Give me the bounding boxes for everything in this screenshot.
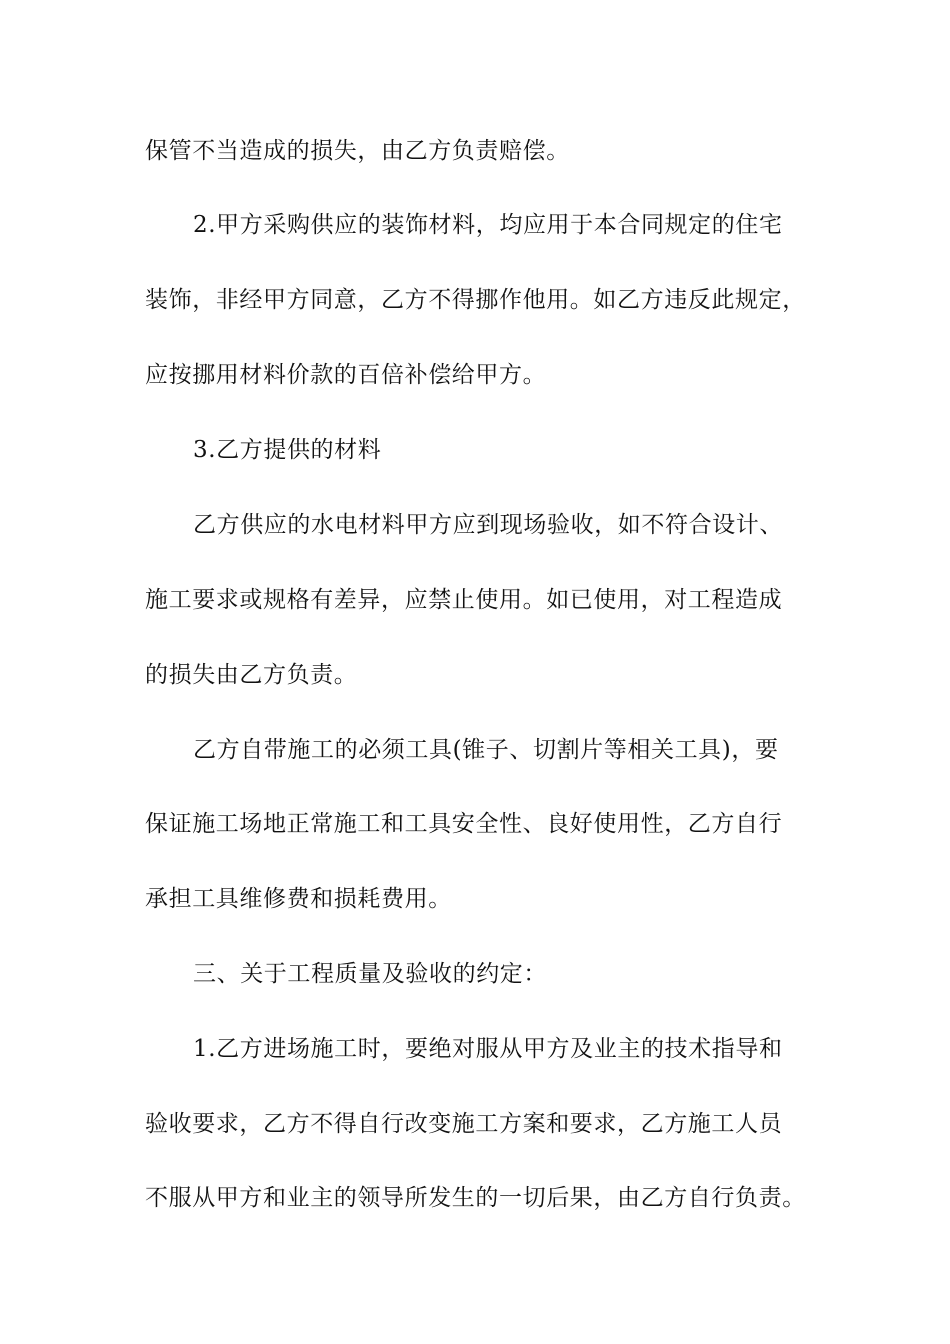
paragraph-line-3: 装饰，非经甲方同意，乙方不得挪作他用。如乙方违反此规定， bbox=[145, 287, 806, 313]
section-heading-quality: 三、关于工程质量及验收的约定： bbox=[193, 961, 547, 987]
paragraph-line-13: 1.乙方进场施工时，要绝对服从甲方及业主的技术指导和 bbox=[193, 1036, 783, 1062]
paragraph-line-15: 不服从甲方和业主的领导所发生的一切后果，由乙方自行负责。 bbox=[145, 1185, 806, 1211]
paragraph-line-11: 承担工具维修费和损耗费用。 bbox=[145, 886, 452, 912]
paragraph-line-7: 施工要求或规格有差异，应禁止使用。如已使用，对工程造成 bbox=[145, 587, 783, 613]
section-heading-materials: 3.乙方提供的材料 bbox=[193, 437, 382, 463]
paragraph-line-4: 应按挪用材料价款的百倍补偿给甲方。 bbox=[145, 362, 547, 388]
paragraph-line-14: 验收要求，乙方不得自行改变施工方案和要求，乙方施工人员 bbox=[145, 1111, 783, 1137]
paragraph-line-9: 乙方自带施工的必须工具(锥子、切割片等相关工具)，要 bbox=[193, 737, 779, 763]
paragraph-line-10: 保证施工场地正常施工和工具安全性、良好使用性，乙方自行 bbox=[145, 811, 783, 837]
paragraph-line-8: 的损失由乙方负责。 bbox=[145, 662, 358, 688]
paragraph-line-6: 乙方供应的水电材料甲方应到现场验收，如不符合设计、 bbox=[193, 512, 783, 538]
paragraph-line-1: 保管不当造成的损失，由乙方负责赔偿。 bbox=[145, 138, 570, 164]
paragraph-line-2: 2.甲方采购供应的装饰材料，均应用于本合同规定的住宅 bbox=[193, 212, 783, 238]
